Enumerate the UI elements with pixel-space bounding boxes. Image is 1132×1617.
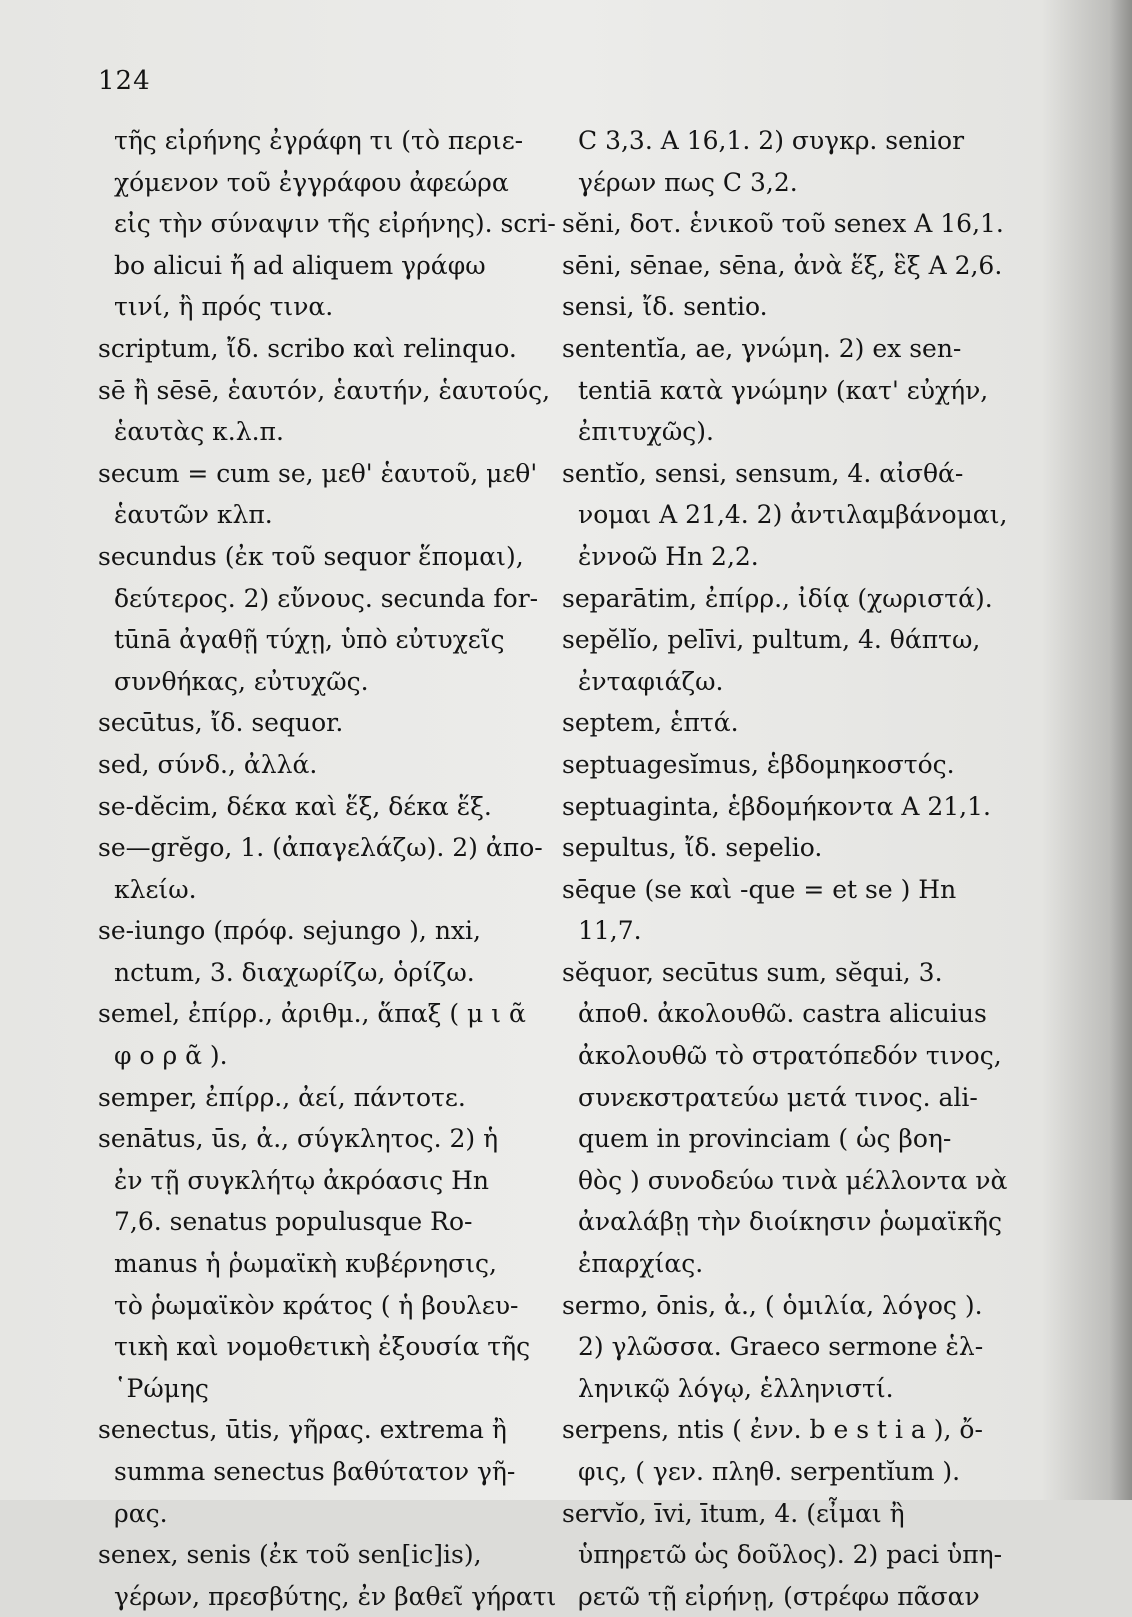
page-number: 124 (98, 66, 151, 96)
dictionary-line: sentĭo, sensi, sensum, 4. αἰσθά- (562, 458, 964, 488)
dictionary-line: secūtus, ἴδ. sequor. (98, 708, 344, 738)
dictionary-line: γέρων, πρεσβύτης, ἐν βαθεῖ γήρατι (114, 1581, 557, 1611)
dictionary-line: τὸ ῥωμαϊκὸν κράτος ( ἡ βουλευ- (114, 1290, 519, 1320)
dictionary-line: manus ἡ ῥωμαϊκὴ κυβέρνησις, (114, 1249, 497, 1279)
dictionary-line: ἐνταφιάζω. (578, 666, 724, 696)
dictionary-line: quem in provinciam ( ὡς βοη- (578, 1124, 952, 1154)
dictionary-line: sententĭa, ae, γνώμη. 2) ex sen- (562, 333, 962, 363)
dictionary-line: ἀναλάβῃ τὴν διοίκησιν ῥωμαϊκῆς (578, 1207, 1002, 1237)
dictionary-line: ἀκολουθῶ τὸ στρατόπεδόν τινος, (578, 1041, 1002, 1071)
dictionary-line: δεύτερος. 2) εὔνους. secunda for- (114, 583, 539, 613)
dictionary-line: τικὴ καὶ νομοθετικὴ ἐξουσία τῆς (114, 1332, 531, 1362)
dictionary-line: se-iungo (πρόφ. sejungo ), nxi, (98, 916, 481, 946)
dictionary-line: serpens, ntis ( ἐνν. b e s t i a ), ὄ- (562, 1415, 983, 1445)
dictionary-line: sēque (se καὶ -que = et se ) Hn (562, 874, 957, 904)
dictionary-line: εἰς τὴν σύναψιν τῆς εἰρήνης). scri- (114, 209, 556, 239)
left-column (98, 120, 557, 1617)
dictionary-line: septuaginta, ἑβδομήκοντα A 21,1. (562, 791, 991, 821)
dictionary-line: ἐννοῶ Hn 2,2. (578, 541, 759, 571)
dictionary-line: 7,6. senatus populusque Ro- (114, 1207, 473, 1237)
dictionary-line: ὑπηρετῶ ὡς δοῦλος). 2) paci ὑπη- (578, 1540, 1003, 1570)
dictionary-line: C 3,3. A 16,1. 2) συγκρ. senior (578, 126, 965, 155)
dictionary-line: ρας. (114, 1498, 168, 1528)
dictionary-line: ἑαυτῶν κλπ. (114, 500, 273, 530)
right-column (562, 120, 1008, 1617)
dictionary-line: bo alicui ἤ ad aliquem γράφω (114, 250, 486, 280)
dictionary-line: tentiā κατὰ γνώμην (κατ' εὐχήν, (578, 375, 989, 405)
dictionary-line: ρετῶ τῇ εἰρήνῃ, (στρέφω πᾶσαν (578, 1581, 980, 1611)
dictionary-line: senectus, ūtis, γῆρας. extrema ἢ (98, 1415, 507, 1445)
dictionary-line: secundus (ἐκ τοῦ sequor ἕπομαι), (98, 541, 524, 571)
dictionary-line: φ ο ρ ᾶ ). (114, 1041, 228, 1071)
dictionary-line: χόμενον τοῦ ἐγγράφου ἀφεώρα (114, 167, 509, 197)
dictionary-line: 11,7. (578, 916, 642, 946)
dictionary-line: φις, ( γεν. πληθ. serpentĭum ). (578, 1457, 961, 1486)
dictionary-line: ἐπαρχίας. (578, 1249, 704, 1279)
dictionary-line: semel, ἐπίρρ., ἀριθμ., ἅπαξ ( μ ι ᾶ (98, 999, 526, 1029)
dictionary-line: secum = cum se, μεθ' ἑαυτοῦ, μεθ' (98, 458, 538, 488)
dictionary-line: se—grĕgo, 1. (ἀπαγελάζω). 2) ἀπο- (98, 833, 543, 863)
dictionary-line: septem, ἑπτά. (562, 708, 739, 738)
dictionary-line: senātus, ūs, ἀ., σύγκλητος. 2) ἡ (98, 1124, 499, 1154)
dictionary-line: summa senectus βαθύτατον γῆ- (114, 1457, 516, 1486)
dictionary-line: sĕquor, secūtus sum, sĕqui, 3. (562, 957, 943, 987)
dictionary-line: se-dĕcim, δέκα καὶ ἕξ, δέκα ἕξ. (98, 791, 492, 821)
dictionary-line: ἐπιτυχῶς). (578, 417, 714, 447)
dictionary-line: ἀποθ. ἀκολουθῶ. castra alicuius (578, 999, 987, 1029)
dictionary-line: γέρων πως C 3,2. (578, 167, 798, 197)
dictionary-line: semper, ἐπίρρ., ἀεί, πάντοτε. (98, 1082, 466, 1112)
dictionary-line: tūnā ἀγαθῇ τύχῃ, ὑπὸ εὐτυχεῖς (114, 625, 505, 655)
dictionary-line: nctum, 3. διαχωρίζω, ὁρίζω. (114, 957, 475, 987)
dictionary-line: ῾Ρώμης (114, 1373, 209, 1403)
dictionary-line: sermo, ōnis, ἀ., ( ὁμιλία, λόγος ). (562, 1290, 983, 1320)
dictionary-line: sepultus, ἴδ. sepelio. (562, 833, 823, 863)
dictionary-line: νομαι A 21,4. 2) ἀντιλαμβάνομαι, (578, 500, 1008, 530)
dictionary-line: κλείω. (114, 874, 197, 904)
dictionary-line: ἑαυτὰς κ.λ.π. (114, 417, 284, 447)
dictionary-line: sē ἢ sēsē, ἑαυτόν, ἑαυτήν, ἑαυτούς, (98, 375, 551, 405)
dictionary-line: servĭo, īvi, ītum, 4. (εἶμαι ἢ (562, 1498, 905, 1528)
dictionary-line: 2) γλῶσσα. Graeco sermone ἑλ- (578, 1332, 984, 1362)
dictionary-line: ἐν τῇ συγκλήτῳ ἀκρόασις Hn (114, 1165, 489, 1195)
dictionary-line: sēni, sēnae, sēna, ἀνὰ ἕξ, ἓξ A 2,6. (562, 250, 1003, 280)
dictionary-line: senex, senis (ἐκ τοῦ sen[ic]is), (98, 1540, 482, 1570)
dictionary-line: sensi, ἴδ. sentio. (562, 292, 768, 322)
dictionary-line: scriptum, ἴδ. scribo καὶ relinquo. (98, 333, 517, 363)
dictionary-line: sepĕlĭo, pelīvi, pultum, 4. θάπτω, (562, 625, 981, 655)
dictionary-line: ληνικῷ λόγῳ, ἑλληνιστί. (578, 1373, 894, 1403)
dictionary-line: συνεκστρατεύω μετά τινος. ali- (578, 1082, 978, 1112)
dictionary-line: separātim, ἐπίρρ., ἰδίᾳ (χωριστά). (562, 583, 993, 613)
dictionary-line: sed, σύνδ., ἀλλά. (98, 749, 318, 779)
dictionary-line: θὸς ) συνοδεύω τινὰ μέλλοντα νὰ (578, 1165, 1008, 1195)
dictionary-line: sĕni, δοτ. ἑνικοῦ τοῦ senex A 16,1. (562, 209, 1004, 239)
dictionary-line: τῆς εἰρήνης ἐγράφη τι (τὸ περιε- (114, 126, 524, 155)
dictionary-line: τινί, ἢ πρός τινα. (114, 292, 334, 322)
dictionary-line: septuagesĭmus, ἑβδομηκοστός. (562, 749, 955, 779)
dictionary-line: συνθήκας, εὐτυχῶς. (114, 666, 369, 696)
